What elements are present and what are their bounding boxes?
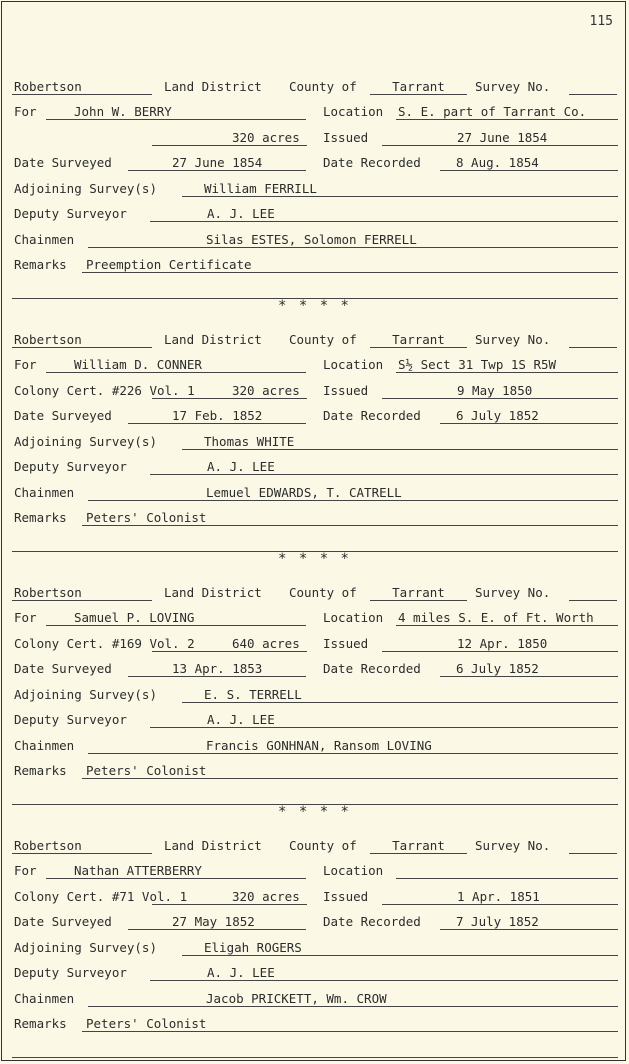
district-value: Robertson (14, 584, 82, 600)
county-value: Tarrant (392, 78, 445, 94)
deputy-value: A. J. LEE (207, 965, 275, 980)
survey-record (12, 325, 618, 555)
county-value: Tarrant (392, 837, 445, 853)
chainmen-label: Chainmen (14, 990, 75, 1006)
adjoining-row (12, 427, 618, 453)
date-surveyed-underline (128, 170, 306, 171)
record-separator: * * * * (277, 804, 351, 820)
county-value: Tarrant (392, 584, 445, 600)
district-value: Robertson (14, 837, 82, 853)
chainmen-label: Chainmen (14, 484, 75, 500)
acres-value: 320 acres (232, 382, 300, 398)
chainmen-label: Chainmen (14, 737, 75, 753)
date-recorded-underline (440, 170, 618, 171)
remarks-label: Remarks (14, 510, 67, 525)
colony-cert-label: Colony Cert. #226 Vol. 1 (14, 382, 195, 398)
adjoining-underline (182, 955, 618, 956)
location-value: 4 miles S. E. of Ft. Worth (398, 610, 594, 625)
page-number: 115 (589, 14, 613, 29)
grantee-underline (46, 119, 306, 120)
date-recorded-value: 6 July 1852 (456, 408, 539, 423)
issued-underline (382, 398, 618, 399)
blank-row (12, 1035, 618, 1061)
for-row (12, 98, 618, 124)
for-label: For (14, 104, 37, 119)
chainmen-row (12, 984, 618, 1010)
location-label: Location (323, 610, 384, 625)
county-of-label: County of (289, 78, 357, 94)
survey-no-underline (569, 853, 617, 854)
remarks-label: Remarks (14, 763, 67, 778)
date-recorded-underline (440, 676, 618, 677)
grantee-value: John W. BERRY (74, 104, 172, 119)
issued-underline (382, 145, 618, 146)
land-district-label: Land District (164, 78, 262, 94)
acres-value: 640 acres (232, 635, 300, 651)
remarks-row (12, 251, 618, 277)
issued-value: 1 Apr. 1851 (457, 888, 540, 904)
deputy-label: Deputy Surveyor (14, 459, 127, 474)
deputy-underline (150, 980, 618, 981)
date-recorded-label: Date Recorded (323, 155, 421, 170)
header-row (12, 831, 618, 857)
acres-underline (152, 651, 307, 652)
dates-row (12, 655, 618, 681)
remarks-value: Peters' Colonist (86, 510, 207, 525)
for-label: For (14, 357, 37, 372)
chainmen-value: Jacob PRICKETT, Wm. CROW (206, 990, 387, 1006)
date-surveyed-underline (128, 423, 306, 424)
date-recorded-value: 8 Aug. 1854 (456, 155, 539, 170)
date-surveyed-underline (128, 929, 306, 930)
acres-value: 320 acres (232, 888, 300, 904)
adjoining-value: E. S. TERRELL (204, 686, 302, 702)
survey-no-label: Survey No. (475, 331, 551, 347)
remarks-underline (82, 1031, 618, 1032)
remarks-row (12, 757, 618, 783)
location-label: Location (323, 104, 384, 119)
date-surveyed-label: Date Surveyed (14, 914, 112, 929)
county-underline (370, 600, 467, 601)
date-surveyed-value: 27 May 1852 (172, 914, 255, 929)
location-underline (396, 625, 618, 626)
adjoining-underline (182, 196, 618, 197)
location-underline (396, 372, 618, 373)
adjoining-label: Adjoining Survey(s) (14, 686, 157, 702)
deputy-row (12, 200, 618, 226)
deputy-value: A. J. LEE (207, 459, 275, 474)
date-recorded-value: 6 July 1852 (456, 661, 539, 676)
location-label: Location (323, 357, 384, 372)
for-label: For (14, 610, 37, 625)
date-surveyed-value: 13 Apr. 1853 (172, 661, 263, 676)
record-separator: * * * * (277, 298, 351, 314)
chainmen-row (12, 478, 618, 504)
for-row (12, 604, 618, 630)
record-separator: * * * * (277, 551, 351, 567)
date-recorded-label: Date Recorded (323, 408, 421, 423)
date-recorded-label: Date Recorded (323, 914, 421, 929)
date-surveyed-label: Date Surveyed (14, 661, 112, 676)
colony-cert-label: Colony Cert. #71 Vol. 1 (14, 888, 188, 904)
date-recorded-underline (440, 929, 618, 930)
adjoining-value: Eligah ROGERS (204, 939, 302, 955)
acres-underline (152, 398, 307, 399)
issued-label: Issued (323, 635, 369, 651)
grantee-value: Nathan ATTERBERRY (74, 863, 202, 878)
dates-row (12, 149, 618, 175)
adjoining-label: Adjoining Survey(s) (14, 433, 157, 449)
deputy-label: Deputy Surveyor (14, 965, 127, 980)
grantee-value: Samuel P. LOVING (74, 610, 195, 625)
chainmen-underline (88, 500, 618, 501)
remarks-value: Peters' Colonist (86, 1016, 207, 1031)
remarks-row (12, 504, 618, 530)
location-value: S. E. part of Tarrant Co. (398, 104, 587, 119)
adjoining-row (12, 174, 618, 200)
county-of-label: County of (289, 837, 357, 853)
survey-record (12, 72, 618, 302)
adjoining-row (12, 933, 618, 959)
county-value: Tarrant (392, 331, 445, 347)
date-surveyed-label: Date Surveyed (14, 155, 112, 170)
date-surveyed-value: 17 Feb. 1852 (172, 408, 263, 423)
grantee-underline (46, 372, 306, 373)
location-underline (396, 878, 618, 879)
survey-no-underline (569, 347, 617, 348)
survey-no-underline (569, 94, 617, 95)
district-underline (12, 94, 152, 95)
date-surveyed-value: 27 June 1854 (172, 155, 263, 170)
survey-record (12, 831, 618, 1061)
for-row (12, 857, 618, 883)
dates-row (12, 908, 618, 934)
survey-no-label: Survey No. (475, 837, 551, 853)
location-label: Location (323, 863, 384, 878)
county-underline (370, 347, 467, 348)
district-underline (12, 600, 152, 601)
issued-underline (382, 904, 618, 905)
adjoining-label: Adjoining Survey(s) (14, 180, 157, 196)
for-row (12, 351, 618, 377)
issued-value: 12 Apr. 1850 (457, 635, 548, 651)
date-recorded-label: Date Recorded (323, 661, 421, 676)
date-surveyed-label: Date Surveyed (14, 408, 112, 423)
blank-underline (12, 1057, 618, 1058)
land-district-label: Land District (164, 837, 262, 853)
chainmen-underline (88, 1006, 618, 1007)
remarks-value: Peters' Colonist (86, 763, 207, 778)
deputy-label: Deputy Surveyor (14, 206, 127, 221)
issued-label: Issued (323, 129, 369, 145)
grantee-underline (46, 878, 306, 879)
deputy-underline (150, 474, 618, 475)
location-underline (396, 119, 618, 120)
adjoining-row (12, 680, 618, 706)
certificate-row (12, 882, 618, 908)
acres-underline (152, 145, 307, 146)
date-surveyed-underline (128, 676, 306, 677)
remarks-underline (82, 778, 618, 779)
deputy-row (12, 959, 618, 985)
adjoining-value: Thomas WHITE (204, 433, 295, 449)
acres-underline (152, 904, 307, 905)
certificate-row (12, 123, 618, 149)
chainmen-underline (88, 753, 618, 754)
colony-cert-label: Colony Cert. #169 Vol. 2 (14, 635, 195, 651)
land-district-label: Land District (164, 331, 262, 347)
remarks-underline (82, 525, 618, 526)
issued-label: Issued (323, 382, 369, 398)
district-value: Robertson (14, 78, 82, 94)
chainmen-value: Silas ESTES, Solomon FERRELL (206, 231, 417, 247)
chainmen-value: Francis GONHNAN, Ransom LOVING (206, 737, 432, 753)
issued-label: Issued (323, 888, 369, 904)
deputy-underline (150, 221, 618, 222)
issued-value: 9 May 1850 (457, 382, 533, 398)
remarks-underline (82, 272, 618, 273)
date-recorded-value: 7 July 1852 (456, 914, 539, 929)
county-underline (370, 94, 467, 95)
adjoining-underline (182, 702, 618, 703)
deputy-label: Deputy Surveyor (14, 712, 127, 727)
certificate-row (12, 376, 618, 402)
chainmen-label: Chainmen (14, 231, 75, 247)
issued-underline (382, 651, 618, 652)
acres-value: 320 acres (232, 129, 300, 145)
land-district-label: Land District (164, 584, 262, 600)
remarks-label: Remarks (14, 1016, 67, 1031)
adjoining-underline (182, 449, 618, 450)
header-row (12, 325, 618, 351)
adjoining-label: Adjoining Survey(s) (14, 939, 157, 955)
remarks-row (12, 1010, 618, 1036)
deputy-row (12, 706, 618, 732)
certificate-row (12, 629, 618, 655)
remarks-label: Remarks (14, 257, 67, 272)
survey-record (12, 578, 618, 808)
district-underline (12, 347, 152, 348)
location-value: S½ Sect 31 Twp 1S R5W (398, 357, 557, 372)
date-recorded-underline (440, 423, 618, 424)
grantee-underline (46, 625, 306, 626)
adjoining-value: William FERRILL (204, 180, 317, 196)
chainmen-value: Lemuel EDWARDS, T. CATRELL (206, 484, 402, 500)
deputy-underline (150, 727, 618, 728)
county-of-label: County of (289, 584, 357, 600)
grantee-value: William D. CONNER (74, 357, 202, 372)
chainmen-row (12, 225, 618, 251)
district-value: Robertson (14, 331, 82, 347)
dates-row (12, 402, 618, 428)
remarks-value: Preemption Certificate (86, 257, 252, 272)
district-underline (12, 853, 152, 854)
for-label: For (14, 863, 37, 878)
survey-no-label: Survey No. (475, 584, 551, 600)
survey-no-underline (569, 600, 617, 601)
county-underline (370, 853, 467, 854)
chainmen-row (12, 731, 618, 757)
deputy-value: A. J. LEE (207, 712, 275, 727)
survey-no-label: Survey No. (475, 78, 551, 94)
header-row (12, 578, 618, 604)
deputy-value: A. J. LEE (207, 206, 275, 221)
header-row (12, 72, 618, 98)
chainmen-underline (88, 247, 618, 248)
county-of-label: County of (289, 331, 357, 347)
deputy-row (12, 453, 618, 479)
issued-value: 27 June 1854 (457, 129, 548, 145)
